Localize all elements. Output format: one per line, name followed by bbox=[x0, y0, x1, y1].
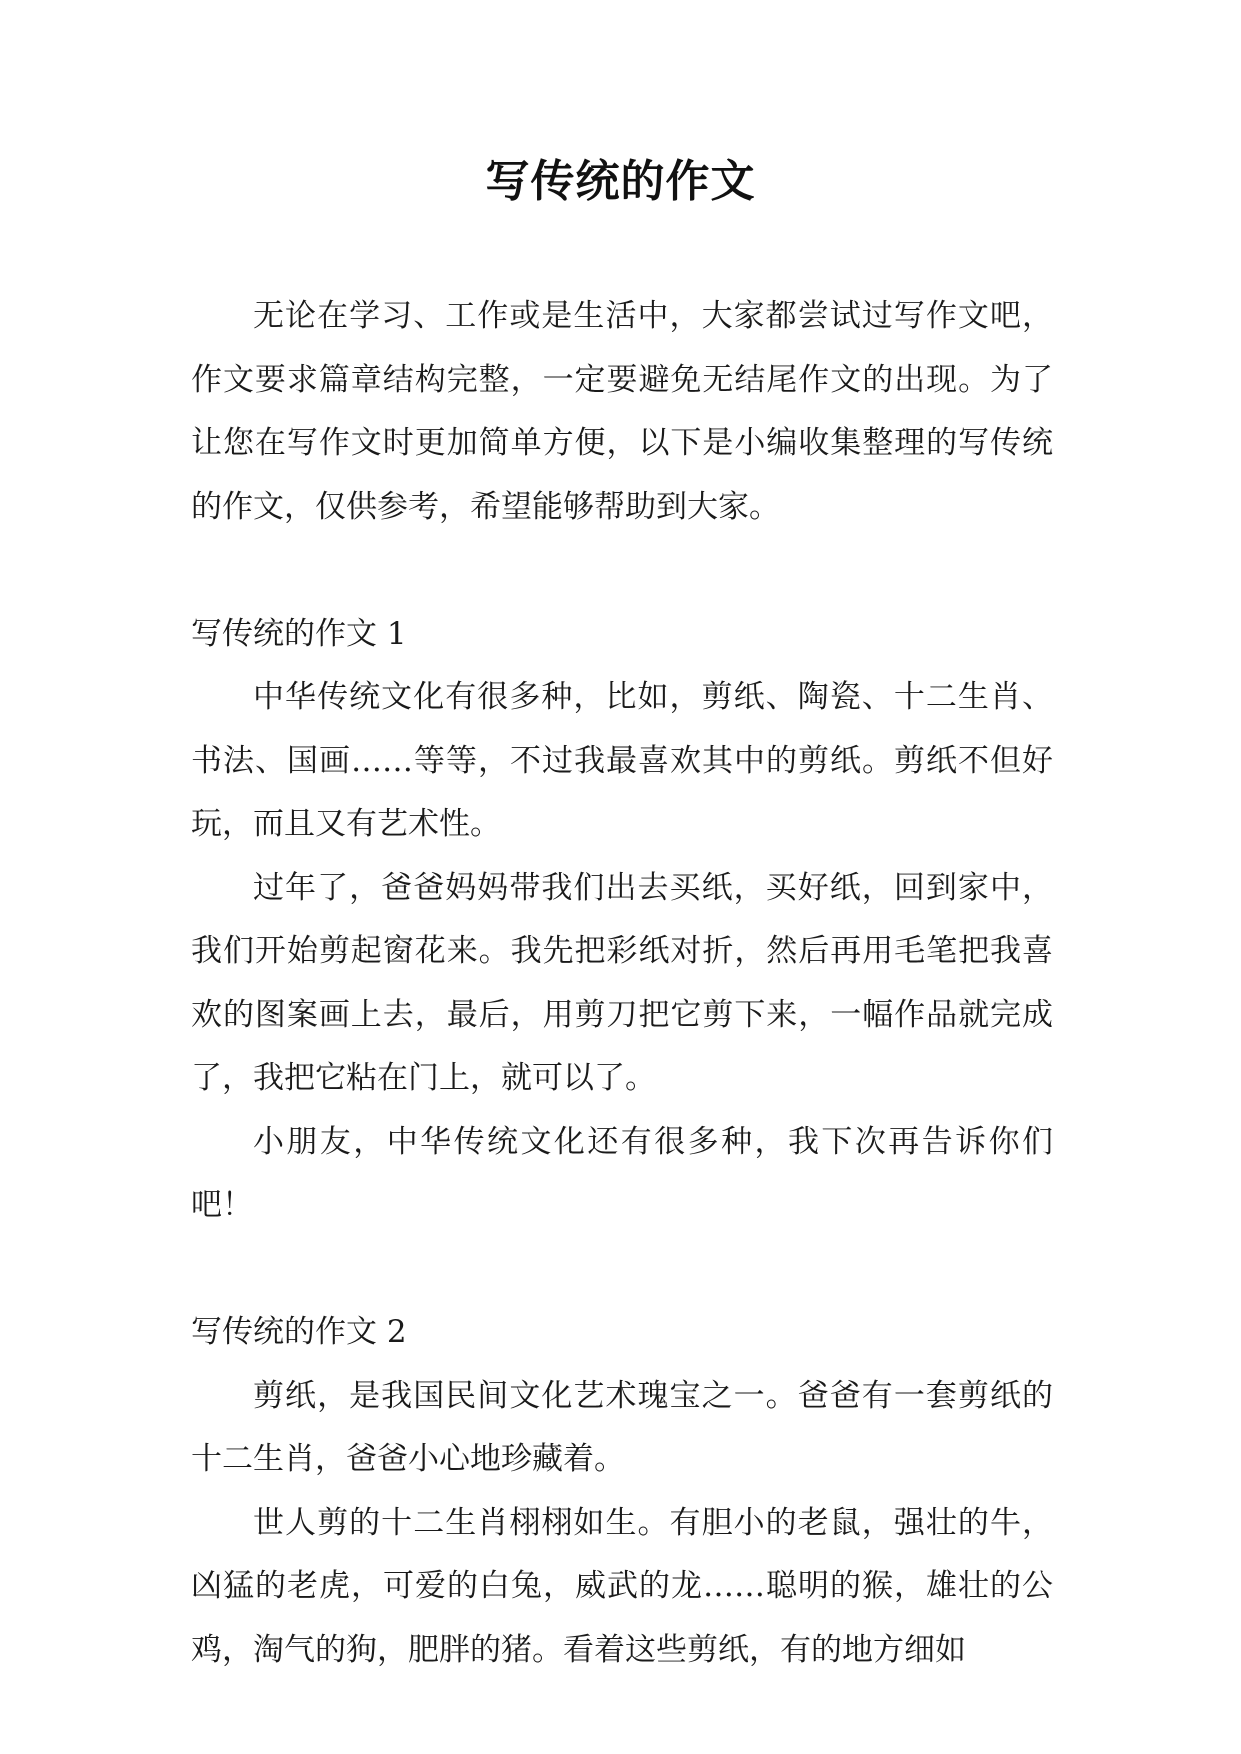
section-2-paragraph-2: 世人剪的十二生肖栩栩如生。有胆小的老鼠，强壮的牛，凶猛的老虎，可爱的白兔，威武的龙……聪明的猴，雄壮的公鸡，淘气的狗，肥胖的猪。看着这些剪纸，有的地方细如 bbox=[191, 1504, 1053, 1668]
document-body bbox=[191, 285, 1053, 1682]
document-title: 写传统的作文 bbox=[485, 156, 756, 207]
section-spacer bbox=[191, 1238, 1053, 1302]
section-heading-2: 写传统的作文 2 bbox=[191, 1314, 407, 1350]
section-spacer bbox=[191, 539, 1053, 603]
section-1-paragraph-1: 中华传统文化有很多种，比如，剪纸、陶瓷、十二生肖、书法、国画……等等，不过我最喜欢其中的剪纸。剪纸不但好玩，而且又有艺术性。 bbox=[191, 679, 1053, 842]
section-heading-1: 写传统的作文 1 bbox=[191, 615, 407, 652]
intro-paragraph: 无论在学习、工作或是生活中，大家都尝试过写作文吧，作文要求篇章结构完整，一定要避免无结尾作文的出现。为了让您在写作文时更加简单方便，以下是小编收集整理的写传统的作文，仅供参考，希望能够帮助到大家。 bbox=[191, 298, 1053, 525]
section-1-paragraph-2: 过年了，爸爸妈妈带我们出去买纸，买好纸，回到家中，我们开始剪起窗花来。我先把彩纸对折，然后再用毛笔把我喜欢的图案画上去，最后，用剪刀把它剪下来，一幅作品就完成了，我把它粘在门上，就可以了。 bbox=[191, 869, 1053, 1096]
section-1-paragraph-3: 小朋友，中华传统文化还有很多种，我下次再告诉你们吧！ bbox=[191, 1123, 1053, 1223]
section-2-paragraph-1: 剪纸，是我国民间文化艺术瑰宝之一。爸爸有一套剪纸的十二生肖，爸爸小心地珍藏着。 bbox=[191, 1377, 1053, 1477]
